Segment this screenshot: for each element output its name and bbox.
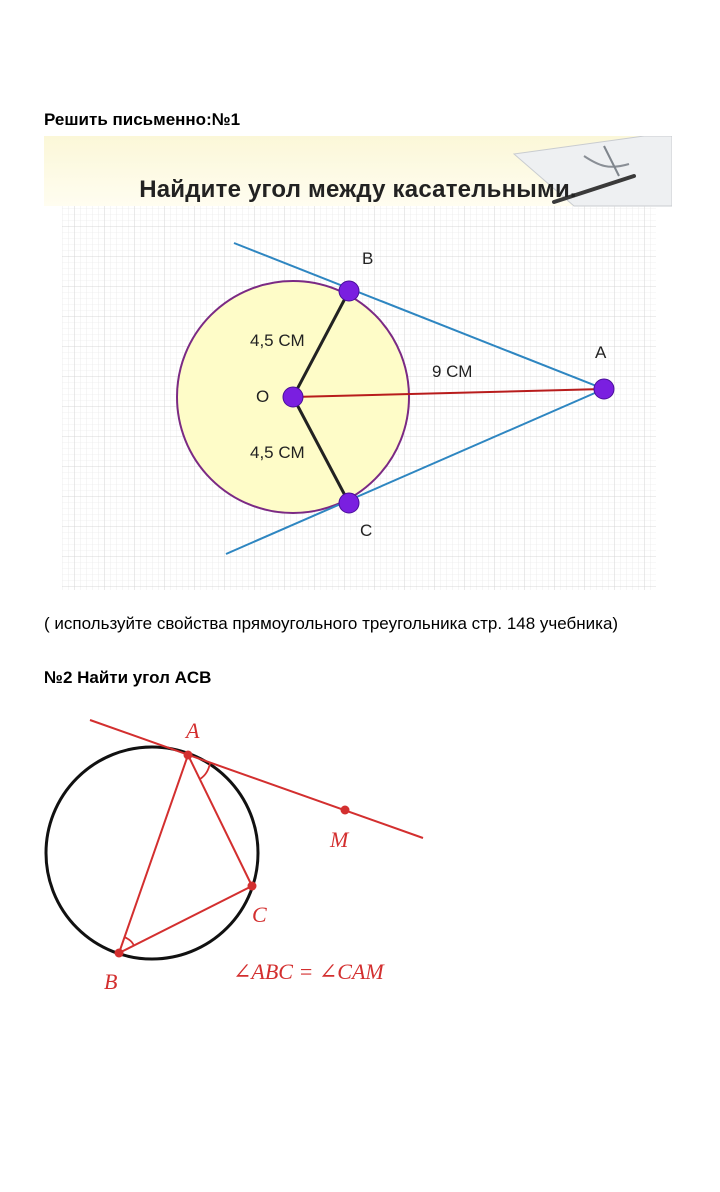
point-c — [339, 493, 359, 513]
task2-heading: №2 Найти угол ACB — [44, 668, 212, 687]
label-o: O — [256, 387, 270, 406]
point-b-2 — [115, 949, 124, 958]
circle-2 — [46, 747, 258, 959]
label-c: C — [360, 521, 373, 540]
label-b-2: B — [104, 969, 118, 994]
tangents-diagram — [44, 136, 672, 590]
label-radius-bottom: 4,5 СМ — [250, 443, 305, 462]
tangent-line — [90, 720, 423, 838]
label-distance: 9 СМ — [432, 362, 473, 381]
angle-arc-cam — [200, 763, 210, 779]
tangents-figure — [44, 136, 672, 590]
point-m — [341, 806, 350, 815]
point-a-2 — [184, 751, 193, 760]
inscribed-angle-figure — [40, 708, 440, 998]
equation-label: ∠ABC = ∠CAM — [233, 959, 384, 984]
label-m: M — [330, 827, 349, 852]
label-radius-top: 4,5 СМ — [250, 331, 305, 350]
figure-title: Найдите угол между касательными. — [139, 176, 577, 203]
inscribed-angle-diagram — [40, 708, 440, 998]
angle-arc-abc — [124, 937, 134, 946]
point-c-2 — [248, 882, 257, 891]
point-o — [283, 387, 303, 407]
task1-heading: Решить письменно:№1 — [44, 110, 241, 129]
point-a — [594, 379, 614, 399]
label-a: A — [595, 343, 607, 362]
hint-note: ( используйте свойства прямоугольного треугольника стр. 148 учебника) — [44, 614, 619, 633]
label-b: B — [362, 249, 374, 268]
label-c-2: C — [252, 902, 267, 927]
label-a-2: A — [186, 718, 200, 743]
point-b — [339, 281, 359, 301]
